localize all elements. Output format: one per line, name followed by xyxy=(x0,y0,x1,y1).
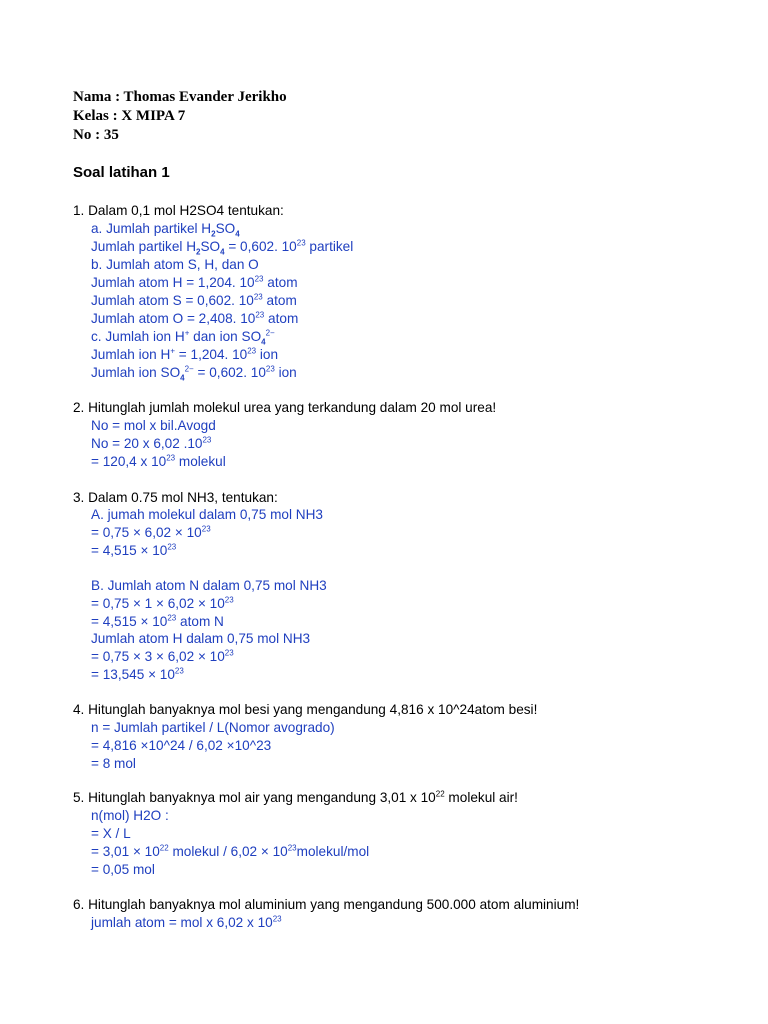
q1-part-a-label: a. Jumlah partikel $H_2SO_4$ xyxy=(91,221,240,239)
q3-h-line-1: = $0,75 \times 3 \times 6,02 \times 10^{23}$ xyxy=(91,648,234,664)
student-class: Kelas : X MIPA 7 xyxy=(73,108,186,124)
question-2: 2. Hitunglah jumlah molekul urea yang terkandung dalam 20 mol urea! xyxy=(73,400,497,415)
q5-line-3: = $3,01 \times 10^{22}$ molekul / $6,02 \times 10^{23}molekul$/mol xyxy=(91,843,370,859)
page-title: Soal latihan 1 xyxy=(73,164,170,181)
q1-part-c-label: c. Jumlah ion H+ dan ion $SO_4^{2-}$ xyxy=(91,328,275,347)
q1-atom-h: Jumlah atom H = 1,204. $10^{23}$ atom xyxy=(91,274,298,290)
q2-line-3: = 120,4 x $10^{23}$ molekul xyxy=(91,453,226,469)
q1-part-a-answer: Jumlah partikel $H_2SO_4 = 0,602$. $10^{23}$ partikel xyxy=(91,238,354,257)
student-name: Nama : Thomas Evander Jerikho xyxy=(73,89,287,105)
question-5: 5. Hitunglah banyaknya mol air yang mengandung 3,01 x $10^{22}$ molekul air! xyxy=(73,789,518,805)
q3-b-line-1: = $0,75 \times 1 \times 6,02 \times 10^{23}$ xyxy=(91,595,234,611)
q4-line-2: = 4,816 ×10^24 / 6,02 ×10^23 xyxy=(91,738,272,753)
q6-line-1: jumlah atom = mol x 6,02 x $10^{23}$ xyxy=(91,914,282,930)
question-6: 6. Hitunglah banyaknya mol aluminium yang mengandung 500.000 atom aluminium! xyxy=(73,897,580,912)
q1-atom-o: Jumlah atom O = 2,408. $10^{23}$ atom xyxy=(91,310,299,326)
q2-line-1: No = mol x bil.Avogd xyxy=(91,418,216,433)
q1-atom-s: Jumlah atom S = 0,602. $10^{23}$ atom xyxy=(91,292,297,308)
question-4: 4. Hitunglah banyaknya mol besi yang mengandung 4,816 x 10^24atom besi! xyxy=(73,702,538,717)
q1-ion-so4: Jumlah ion $SO_4^{2-} = 0,602$. $10^{23}$ ion xyxy=(91,364,297,383)
q3-h-line-2: = $13,545 \times 10^{23}$ xyxy=(91,666,184,682)
question-1: 1. Dalam 0,1 mol H2SO4 tentukan: xyxy=(73,203,284,218)
q4-line-1: n = Jumlah partikel / L(Nomor avogrado) xyxy=(91,720,335,735)
student-number: No : 35 xyxy=(73,127,119,143)
question-3: 3. Dalam 0.75 mol NH3, tentukan: xyxy=(73,490,278,505)
q3-b-line-2: = $4,515 \times 10^{23}$ atom N xyxy=(91,613,224,629)
q3-part-b-label: B. Jumlah atom N dalam 0,75 mol NH3 xyxy=(91,578,327,593)
q2-line-2: No = 20 x 6,02 $.10^{23}$ xyxy=(91,435,212,451)
q3-part-a-label: A. jumah molekul dalam 0,75 mol NH3 xyxy=(91,507,323,522)
q3-a-line-2: = $4,515 \times 10^{23}$ xyxy=(91,542,177,558)
q3-a-line-1: = $0,75 \times 6,02 \times 10^{23}$ xyxy=(91,524,211,540)
q5-line-4: = 0,05 mol xyxy=(91,862,155,877)
q3-h-label: Jumlah atom H dalam 0,75 mol NH3 xyxy=(91,631,311,646)
q1-part-b-label: b. Jumlah atom S, H, dan O xyxy=(91,257,259,272)
q4-line-3: = 8 mol xyxy=(91,756,136,771)
q5-line-2: = X / L xyxy=(91,826,131,841)
q5-line-1: n(mol) H2O : xyxy=(91,808,169,823)
q1-ion-h: Jumlah ion H+ = 1,204. $10^{23}$ ion xyxy=(91,346,279,362)
